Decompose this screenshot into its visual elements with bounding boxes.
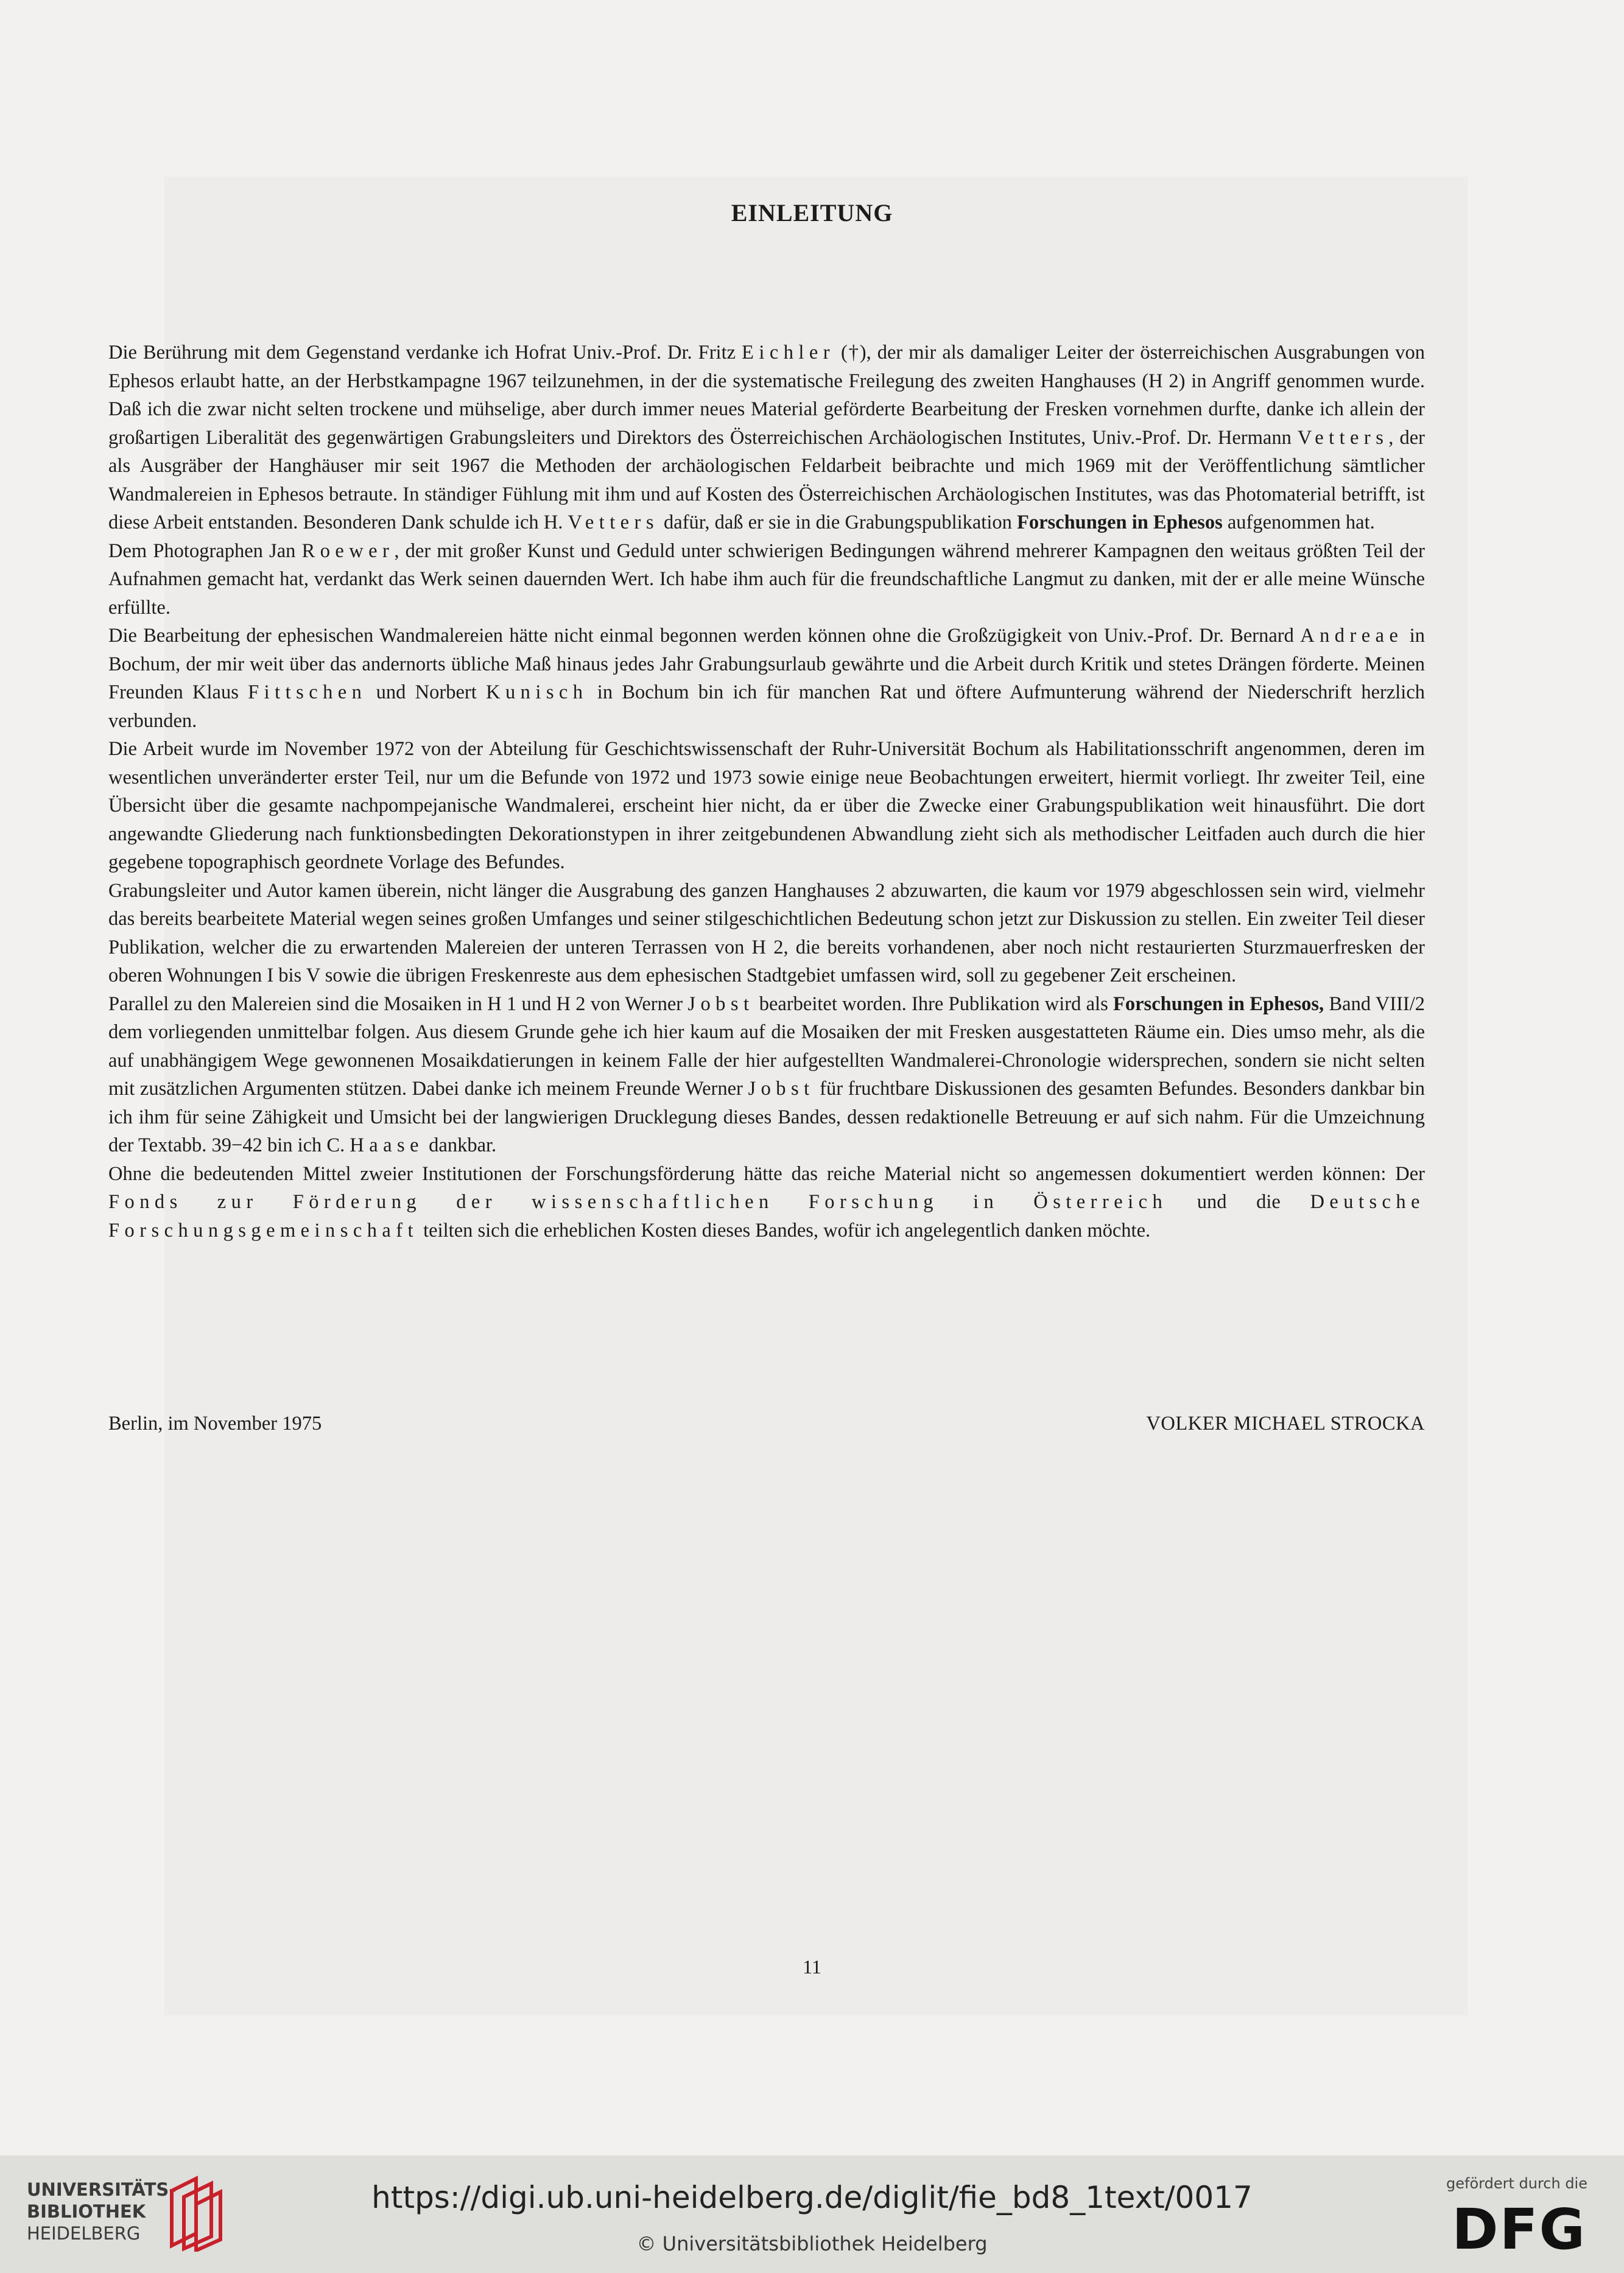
signoff xyxy=(108,1413,1425,1443)
signoff-place-date: Berlin, im November 1975 xyxy=(108,1413,322,1435)
paragraph-4: Die Arbeit wurde im November 1972 von der Abteilung für Geschichtswissenschaft der Ruhr-Universität Bochum als Habilitationsschrift angenommen, deren im wesentlichen unveränderter erster Teil, nur um die Befunde von 1972 und 1973 sowie einige neue Beobachtungen erweitert, hiermit vorliegt. Ihr zweiter Teil, eine Übersicht über die gesamte nachpompejanische Wandmalerei, erscheint hier nicht, da er über die Zwecke einer Grabungspublikation weit hinausführt. Die dort angewandte Gliederung nach funktionsbedingten Dekorationstypen in ihrer zeitgebundenen Abwandlung zieht sich als methodischer Leitfaden auch durch die hier gegebene topographisch geordnete Vorlage des Befundes. xyxy=(108,738,1425,873)
page-number: 11 xyxy=(803,1956,821,1978)
paragraph-7: Ohne die bedeutenden Mittel zweier Institutionen der Forschungsförderung hätte das reiche Material nicht so angemessen dokumentiert werden können: Der Fonds zur Förderung der wissenschaftlichen Forschung in Österreich und die Deutsche Forschungsgemeinschaft teilten sich die erheblichen Kosten dieses Bandes, wofür ich angelegentlich danken möchte. xyxy=(108,1162,1425,1242)
library-name: UNIVERSITÄTS- BIBLIOTHEK HEIDELBERG xyxy=(27,2179,177,2244)
footer-bar xyxy=(0,2155,1624,2273)
paragraph-3: Die Bearbeitung der ephesischen Wandmalereien hätte nicht einmal begonnen werden können ohne die Großzügigkeit von Univ.-Prof. Dr. Bernard Andreae in Bochum, der mir weit über das andernorts übliche Maß hinaus jedes Jahr Grabungsurlaub gewährte und die Arbeit durch Kritik und stetes Drängen förderte. Meinen Freunden Klaus Fittschen und Norbert Kunisch in Bochum bin ich für manchen Rat und öftere Aufmunterung während der Niederschrift herzlich verbunden. xyxy=(108,625,1425,732)
page-url-link[interactable]: https://digi.ub.uni-heidelberg.de/diglit/fie_bd8_1text/0017 xyxy=(371,2180,1253,2215)
paragraph-6: Parallel zu den Malereien sind die Mosaiken in H 1 und H 2 von Werner Jobst bearbeitet worden. Ihre Publikation wird als Forschungen in Ephesos, Band VIII/2 dem vorliegenden unmittelbar folgen. Aus diesem Grunde gehe ich hier kaum auf die Mosaiken der mit Fresken ausgestatteten Räume ein. Dies umso mehr, als die auf unabhängigem Wege gewonnenen Mosaikdatierungen in keinem Falle der hier aufgestellten Wandmalerei-Chronologie widersprechen, sondern sie nicht selten mit zusätzlichen Argumenten stützen. Dabei danke ich meinem Freunde Werner Jobst für fruchtbare Diskussionen des gesamten Befundes. Besonders dankbar bin ich ihm für seine Zähigkeit und Umsicht bei der langwierigen Drucklegung dieses Bandes, dessen redaktionelle Betreuung er auf sich nahm. Für die Umzeichnung der Textabb. 39−42 bin ich C. Haase dankbar. xyxy=(108,992,1425,1156)
funded-by-label: gefördert durch die xyxy=(1446,2175,1587,2192)
page-title: EINLEITUNG xyxy=(731,199,893,227)
body-text xyxy=(108,339,1425,1245)
paragraph-1: Die Berührung mit dem Gegenstand verdanke ich Hofrat Univ.-Prof. Dr. Fritz Eichler (†), der mir als damaliger Leiter der österreichischen Ausgrabungen von Ephesos erlaubt hatte, an der Herbstkampagne 1967 teilzunehmen, in der die systematische Freilegung des zweiten Hanghauses (H 2) in Angriff genommen wurde. Daß ich die zwar nicht selten trockene und mühselige, aber durch immer neues Material geförderte Bearbeitung der Fresken vornehmen durfte, danke ich allein der großartigen Liberalität des gegenwärtigen Grabungsleiters und Direktors des Österreichischen Archäologischen Institutes, Univ.-Prof. Dr. Hermann Vetters, der als Ausgräber der Hanghäuser mir seit 1967 die Methoden der archäologischen Feldarbeit beibrachte und mich 1969 mit der Veröffentlichung sämtlicher Wandmalereien in Ephesos betraute. In ständiger Fühlung mit ihm und auf Kosten des Österreichischen Archäologischen Institutes, was das Photomaterial betrifft, ist diese Arbeit entstanden. Besonderen Dank schulde ich H. Vetters dafür, daß er sie in die Grabungspublikation Forschungen in Ephesos aufgenommen hat. xyxy=(108,342,1425,533)
dfg-logo: DFG xyxy=(1452,2197,1586,2262)
paragraph-2: Dem Photographen Jan Roewer, der mit großer Kunst und Geduld unter schwierigen Bedingungen während mehrerer Kampagnen den weitaus größten Teil der Aufnahmen gemacht hat, verdankt das Werk seinen dauernden Wert. Ich habe ihm auch für die freundschaftliche Langmut zu danken, mit der er alle meine Wünsche erfüllte. xyxy=(108,539,1425,619)
signoff-author: VOLKER MICHAEL STROCKA xyxy=(1146,1413,1425,1435)
copyright-notice: © Universitätsbibliothek Heidelberg xyxy=(636,2232,988,2255)
paragraph-5: Grabungsleiter und Autor kamen überein, nicht länger die Ausgrabung des ganzen Hanghauses 2 abzuwarten, die kaum vor 1979 abgeschlossen sein wird, vielmehr das bereits bearbeitete Material wegen seines großen Umfanges und seiner stilgeschichtlichen Bedeutung schon jetzt zur Diskussion zu stellen. Ein zweiter Teil dieser Publikation, welcher die zu erwartenden Malereien der unteren Terrassen von H 2, die bereits vorhandenen, aber noch nicht restaurierten Sturzmauerfresken der oberen Wohnungen I bis V sowie die übrigen Freskenreste aus dem ephesischen Stadtgebiet umfassen wird, soll zu gegebener Zeit erscheinen. xyxy=(108,879,1425,986)
